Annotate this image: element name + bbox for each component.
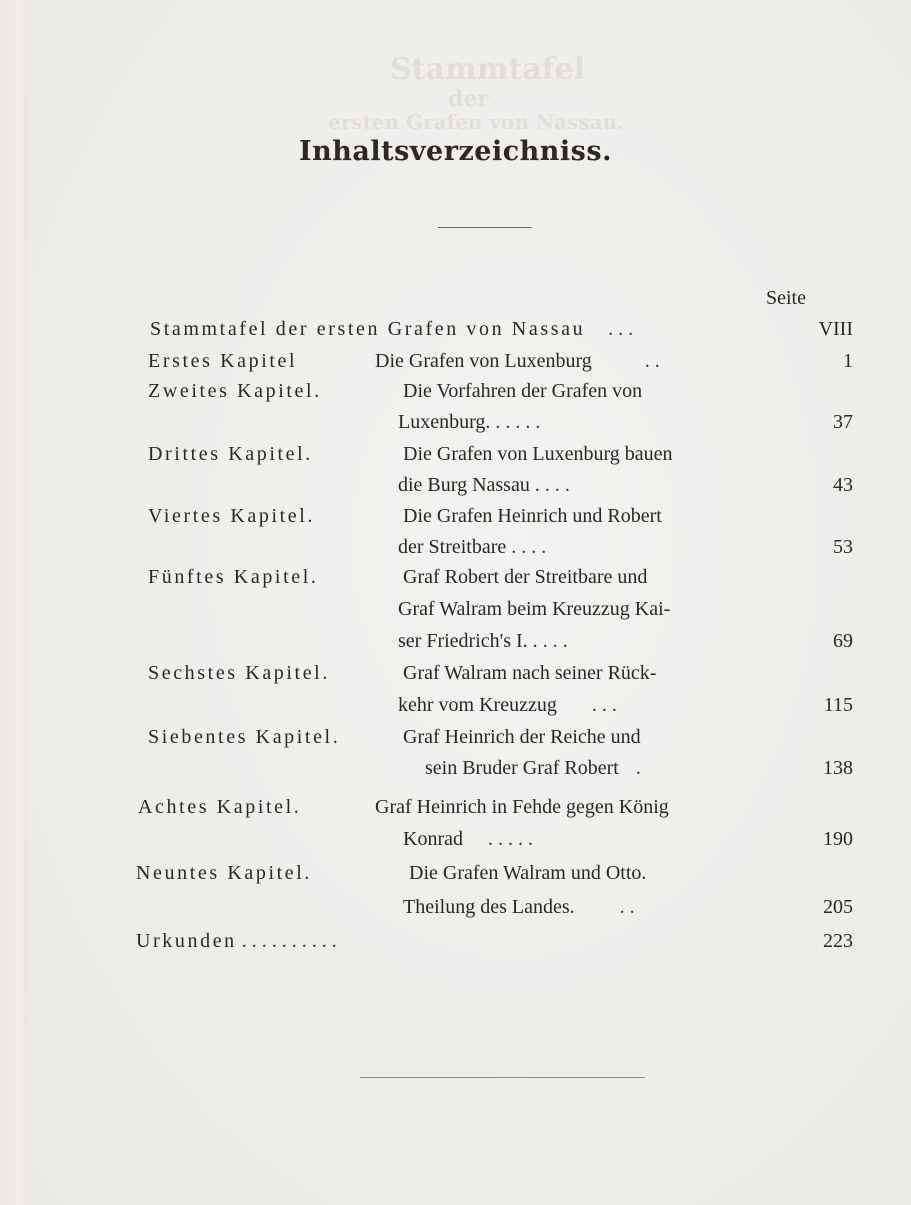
toc-entry — [136, 930, 337, 953]
entry-label: Achtes Kapitel. — [138, 796, 302, 818]
toc-entry — [150, 318, 633, 341]
toc-entry-continuation — [398, 411, 540, 434]
bleed-through-text: ersten Grafen von Nassau. — [328, 110, 625, 134]
page-title: Inhaltsverzeichniss. — [299, 136, 612, 167]
toc-entry-continuation — [425, 757, 641, 780]
page-number: 37 — [833, 411, 853, 433]
toc-entry-continuation — [403, 896, 635, 919]
bleed-through-text: der — [448, 86, 489, 112]
toc-entry-continuation — [398, 694, 617, 717]
leader-dots: . . . — [591, 694, 617, 716]
page-number: 190 — [823, 828, 853, 850]
toc-entry-continuation — [398, 536, 546, 559]
toc-entry — [148, 443, 673, 466]
entry-title: Graf Heinrich der Reiche und — [403, 726, 641, 748]
entry-label: Drittes Kapitel. — [148, 443, 313, 465]
toc-entry — [148, 566, 647, 589]
bleed-through-text: Stammtafel — [390, 52, 586, 87]
page-number: 115 — [823, 694, 853, 716]
page-number: 138 — [823, 757, 853, 779]
leader-dots: . — [635, 757, 641, 779]
entry-title: sein Bruder Graf Robert — [425, 757, 619, 779]
entry-label: Neuntes Kapitel. — [136, 862, 313, 884]
entry-title: Luxenburg. — [398, 411, 491, 433]
leader-dots: . . . . . — [487, 828, 533, 850]
leader-dots: . . . . . . . . . . — [241, 930, 337, 952]
leader-dots: . . . — [542, 630, 568, 652]
entry-label: Erstes Kapitel — [148, 350, 298, 372]
toc-entry — [148, 350, 660, 373]
toc-entry — [148, 505, 662, 528]
entry-label: Siebentes Kapitel. — [148, 726, 341, 748]
leader-dots: . . — [619, 896, 635, 918]
entry-label: Stammtafel der ersten Grafen von Nassau — [150, 318, 586, 340]
page-number: 223 — [823, 930, 853, 952]
toc-entry — [138, 796, 669, 819]
page-number: 1 — [843, 350, 853, 372]
entry-label: Zweites Kapitel. — [148, 380, 322, 402]
entry-label: Fünftes Kapitel. — [148, 566, 319, 588]
toc-entry — [136, 862, 646, 885]
entry-title: Konrad — [403, 828, 463, 850]
entry-label: Urkunden — [136, 930, 237, 952]
entry-label: Sechstes Kapitel. — [148, 662, 330, 684]
entry-title: der Streitbare — [398, 536, 507, 558]
leader-dots: . . . . — [511, 536, 547, 558]
page-column-header: Seite — [766, 287, 806, 309]
entry-title: Die Grafen Heinrich und Robert — [403, 505, 662, 527]
page-number: VIII — [818, 318, 853, 340]
entry-title: kehr vom Kreuzzug — [398, 694, 557, 716]
toc-entry-continuation — [398, 474, 570, 497]
page-number: 69 — [833, 630, 853, 652]
page-number: 53 — [833, 536, 853, 558]
leader-dots: . . . — [608, 318, 634, 340]
toc-entry-continuation — [398, 598, 670, 621]
bottom-divider — [360, 1077, 645, 1078]
entry-title: Graf Walram beim Kreuzzug Kai- — [398, 598, 671, 620]
entry-title: ser Friedrich's I. . — [398, 630, 538, 652]
entry-title: Graf Walram nach seiner Rück- — [403, 662, 657, 684]
entry-title: Die Grafen von Luxenburg — [375, 350, 592, 372]
page-number: 205 — [823, 896, 853, 918]
entry-title: Theilung des Landes. — [403, 896, 575, 918]
leader-dots: . . — [644, 350, 660, 372]
entry-title: Graf Robert der Streitbare und — [403, 566, 648, 588]
page-number: 43 — [833, 474, 853, 496]
leader-dots: . . . . . — [495, 411, 541, 433]
toc-entry — [148, 662, 656, 685]
entry-title: die Burg Nassau . — [398, 474, 540, 496]
toc-entry — [148, 726, 641, 749]
entry-title: Die Vorfahren der Grafen von — [403, 380, 643, 402]
leader-dots: . . . — [544, 474, 570, 496]
toc-entry-continuation — [403, 828, 533, 851]
entry-title: Graf Heinrich in Fehde gegen König — [375, 796, 669, 818]
toc-entry-continuation — [398, 630, 568, 653]
entry-title: Die Grafen Walram und Otto. — [409, 862, 647, 884]
entry-title: Die Grafen von Luxenburg bauen — [403, 443, 673, 465]
toc-entry — [148, 380, 642, 403]
entry-label: Viertes Kapitel. — [148, 505, 316, 527]
